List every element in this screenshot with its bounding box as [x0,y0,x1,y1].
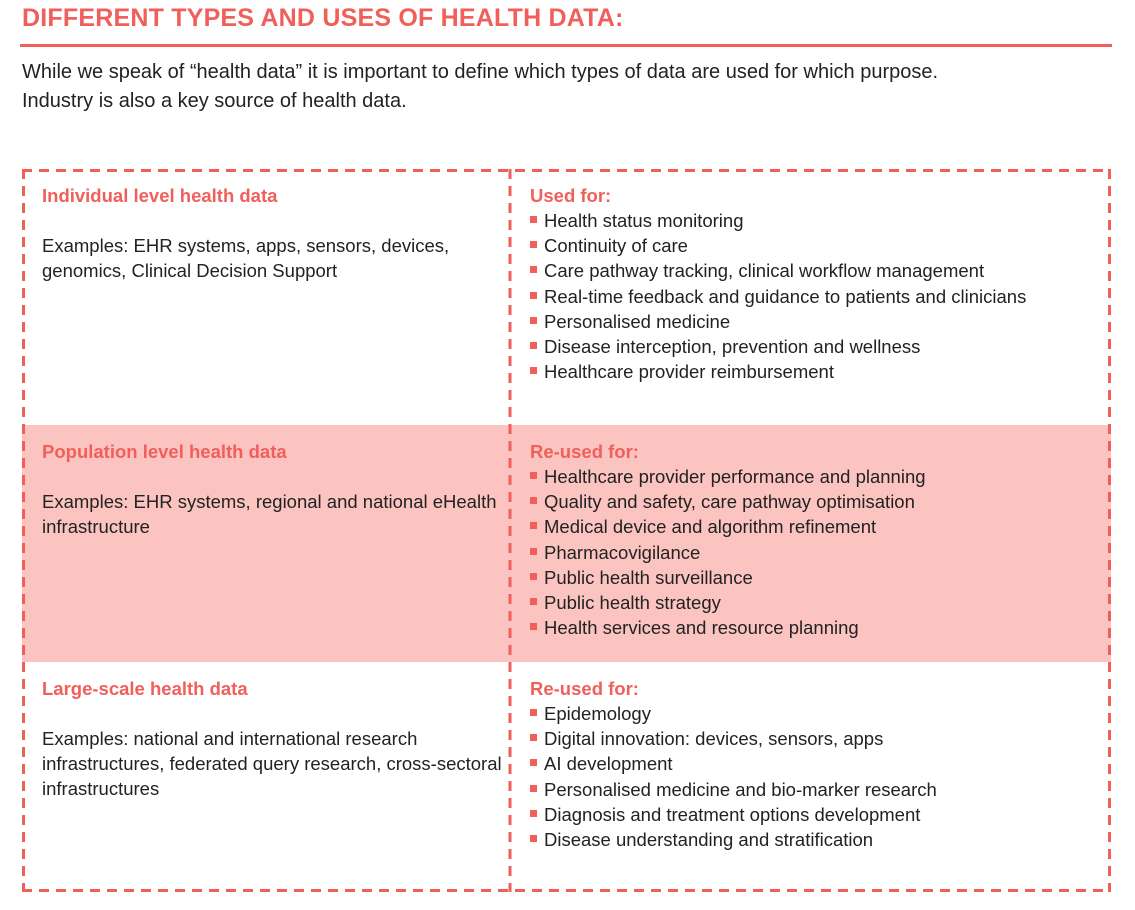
uses-list-item-text: Continuity of care [544,235,688,257]
table-row-population [22,425,1111,662]
uses-list-item-text: Real-time feedback and guidance to patients and clinicians [544,285,1027,307]
data-type-examples: Examples: EHR systems, apps, sensors, devices, genomics, Clinical Decision Support [42,235,450,281]
square-bullet-icon [530,497,537,504]
uses-list-item-text: Health status monitoring [544,210,744,231]
uses-cell [510,169,1111,425]
uses-list-item [530,233,1111,258]
data-type-heading: Large-scale health data [42,678,248,699]
square-bullet-icon [530,292,537,299]
uses-list-item [530,777,1111,802]
uses-heading: Re-used for: [530,441,639,462]
uses-list-item-text: Disease interception, prevention and wellness [544,336,921,358]
uses-list [530,208,1111,384]
intro-line: Industry is also a key source of health data. [22,90,407,112]
uses-heading: Re-used for: [530,678,639,699]
table-row-large-scale [22,662,1111,892]
health-data-table [22,169,1111,892]
uses-list-item [530,258,1111,283]
square-bullet-icon [530,785,537,792]
uses-list-item [530,359,1111,384]
square-bullet-icon [530,317,537,324]
square-bullet-icon [530,241,537,248]
uses-list-item [530,464,1111,489]
intro-line: While we speak of “health data” it is important to define which types of data are used for which purpose. [22,61,939,83]
uses-list-item [530,334,1111,359]
uses-list-item [530,827,1111,852]
uses-list-item [530,590,1111,615]
uses-list-item-text: Public health surveillance [544,566,753,588]
title-divider [20,44,1112,47]
square-bullet-icon [530,709,537,716]
uses-list-item-text: Epidemology [544,703,651,724]
uses-list-item [530,726,1111,751]
uses-list-item [530,489,1111,514]
uses-list-item [530,540,1111,565]
uses-list-item-text: Care pathway tracking, clinical workflow management [544,260,985,282]
square-bullet-icon [530,810,537,817]
uses-heading: Used for: [530,185,612,206]
uses-list-item-text: Public health strategy [544,592,721,614]
square-bullet-icon [530,759,537,766]
square-bullet-icon [530,734,537,741]
data-type-heading: Individual level health data [42,185,278,206]
uses-list-item [530,514,1111,539]
uses-list [530,701,1111,852]
page-title: DIFFERENT TYPES AND USES OF HEALTH DATA: [22,4,624,32]
uses-list-item [530,701,1111,726]
uses-cell [510,425,1111,662]
table-row-individual [22,169,1111,425]
data-type-cell [22,425,510,662]
data-type-cell [22,662,510,892]
uses-list-item-text: AI development [544,753,673,775]
square-bullet-icon [530,367,537,374]
square-bullet-icon [530,573,537,580]
square-bullet-icon [530,623,537,630]
square-bullet-icon [530,522,537,529]
data-type-heading: Population level health data [42,441,287,462]
uses-list-item-text: Quality and safety, care pathway optimisation [544,491,915,513]
square-bullet-icon [530,835,537,842]
uses-cell [510,662,1111,892]
square-bullet-icon [530,342,537,349]
uses-list-item [530,309,1111,334]
uses-list-item [530,284,1111,309]
uses-list-item-text: Healthcare provider reimbursement [544,361,834,383]
square-bullet-icon [530,472,537,479]
uses-list-item-text: Healthcare provider performance and planning [544,466,926,487]
square-bullet-icon [530,598,537,605]
uses-list-item-text: Diagnosis and treatment options development [544,803,921,825]
uses-list-item-text: Disease understanding and stratification [544,829,874,851]
uses-list-item-text: Personalised medicine [544,310,731,332]
uses-list-item-text: Health services and resource planning [544,617,859,639]
uses-list-item [530,615,1111,640]
uses-list-item-text: Medical device and algorithm refinement [544,516,877,538]
data-type-cell [22,169,510,425]
square-bullet-icon [530,216,537,223]
square-bullet-icon [530,548,537,555]
uses-list-item [530,565,1111,590]
uses-list [530,464,1111,640]
square-bullet-icon [530,266,537,273]
intro-text [22,58,1122,116]
data-type-examples: Examples: national and international research infrastructures, federated query research, cross-sectoral infrastructures [42,728,502,799]
uses-list-item [530,802,1111,827]
uses-list-item-text: Digital innovation: devices, sensors, apps [544,728,884,750]
uses-list-item [530,208,1111,233]
uses-list-item-text: Pharmacovigilance [544,541,701,563]
uses-list-item-text: Personalised medicine and bio-marker research [544,778,937,800]
data-type-examples: Examples: EHR systems, regional and national eHealth infrastructure [42,491,497,537]
uses-list-item [530,751,1111,776]
